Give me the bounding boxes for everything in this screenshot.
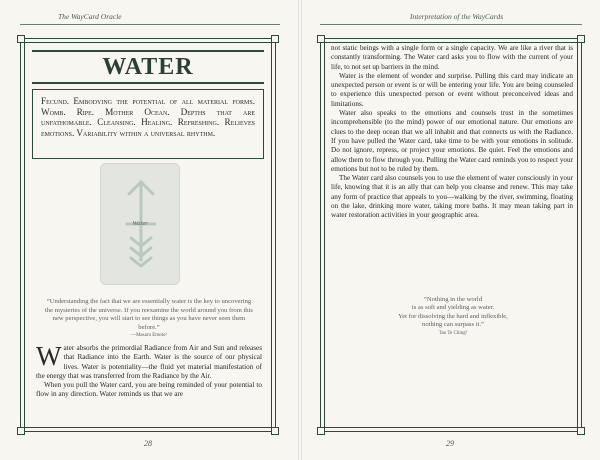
left-header-rule [20, 24, 280, 25]
body-paragraph [36, 341, 262, 381]
keywords-box [32, 89, 264, 159]
card-title: WATER [102, 53, 194, 80]
card-title-band [32, 50, 264, 84]
quote-line: nothing can surpass it.” [422, 321, 484, 329]
body-paragraph: not static beings with a single form or a single capacity. We are like a river that is constantly transforming. The Water card asks you to flow with the current of your life, to not set up barriers in the mind. [331, 44, 573, 71]
emoto-quote [42, 298, 256, 341]
frame-corner-ornament [271, 427, 279, 435]
paragraph-text: ater absorbs the primordial Radiance from Air and Sun and releases that Radiance into the Earth. Water is the source of our physical lives. Water is potentiality—the fluid yet material manifestation of the energy that was transferred from the Radiance by the Air. [36, 344, 262, 380]
body-paragraph: When you pull the Water card, you are being reminded of your potential to flow in any direction. Water reminds us that we are [36, 381, 262, 399]
card-label: Water [132, 220, 148, 227]
quote-line: “Nothing in the world [423, 296, 483, 303]
page-number: 28 [144, 439, 152, 448]
frame-corner-ornament [17, 427, 25, 435]
frame-corner-ornament [577, 427, 585, 435]
left-page [0, 0, 298, 460]
left-running-head: The WayCard Oracle [58, 12, 122, 21]
quote-line: Yet for dissolving the hard and inflexible, [398, 312, 508, 320]
frame-corner-ornament [17, 35, 25, 43]
body-paragraph: Water also speaks to the emotions and counsels trust in the sometimes incomprehensible (to the mind) power of our emotional nature. Our emotions are clues to the deep ocean that we all inhabit and that connects us with the Radiance. If you have pulled the Water card, take time to be with your emotions in solitude. Do not ignore, repress, or project your emotions. Be quiet. Feel the emotions and allow them to flow through you. Pulling the Water card reminds you to respect your emotions but not to be ruled by them. [331, 109, 573, 173]
body-paragraph: The Water card also counsels you to use the element of water consciously in your life, knowing that it is an ally that can help you cleanse and renew. This may take any form of practice that appeals to you—walking by the river, swimming, floating on the lake, drinking more water, taking more baths. It may mean taking part in water restoration activities in your geographic area. [331, 174, 574, 220]
card-keywords: Fecund. Embodying the potential of all material forms. Womb. Ripe. Mother Ocean. Depths that are unfathomable. Cleansing. Healing. Refreshing. Relieves emotions. Variability within a universal rhythm. [41, 96, 255, 138]
right-page [302, 0, 600, 460]
frame-corner-ornament [271, 35, 279, 43]
quote-source: —Masaru Emoto¹ [130, 333, 168, 339]
left-body-text [36, 341, 262, 400]
frame-corner-ornament [577, 35, 585, 43]
body-paragraph: Water is the element of wonder and surprise. Pulling this card may indicate an unexpected person or event is or will be entering your life. You are being counseled to experience this unexpected person or event without preconceived ideas and limitations. [331, 71, 573, 108]
right-body-text [331, 44, 573, 221]
quote-line: is as soft and yielding as water. [411, 304, 495, 312]
right-header-rule [320, 24, 582, 25]
frame-corner-ornament [317, 427, 325, 435]
frame-corner-ornament [317, 35, 325, 43]
drop-cap: W [36, 341, 62, 371]
right-running-head: Interpretation of the WayCards [410, 12, 504, 21]
quote-source: Tao Te Ching² [438, 330, 468, 336]
water-card-image [100, 163, 180, 285]
tao-quote [360, 296, 546, 338]
quote-text: “Understanding the fact that we are essentially water is the key to uncovering the mysteries of the universe. If you reexamine the world around you from this new perspective, you will start to see things as you have never seen them before.” [44, 298, 253, 331]
page-number: 29 [446, 439, 454, 448]
